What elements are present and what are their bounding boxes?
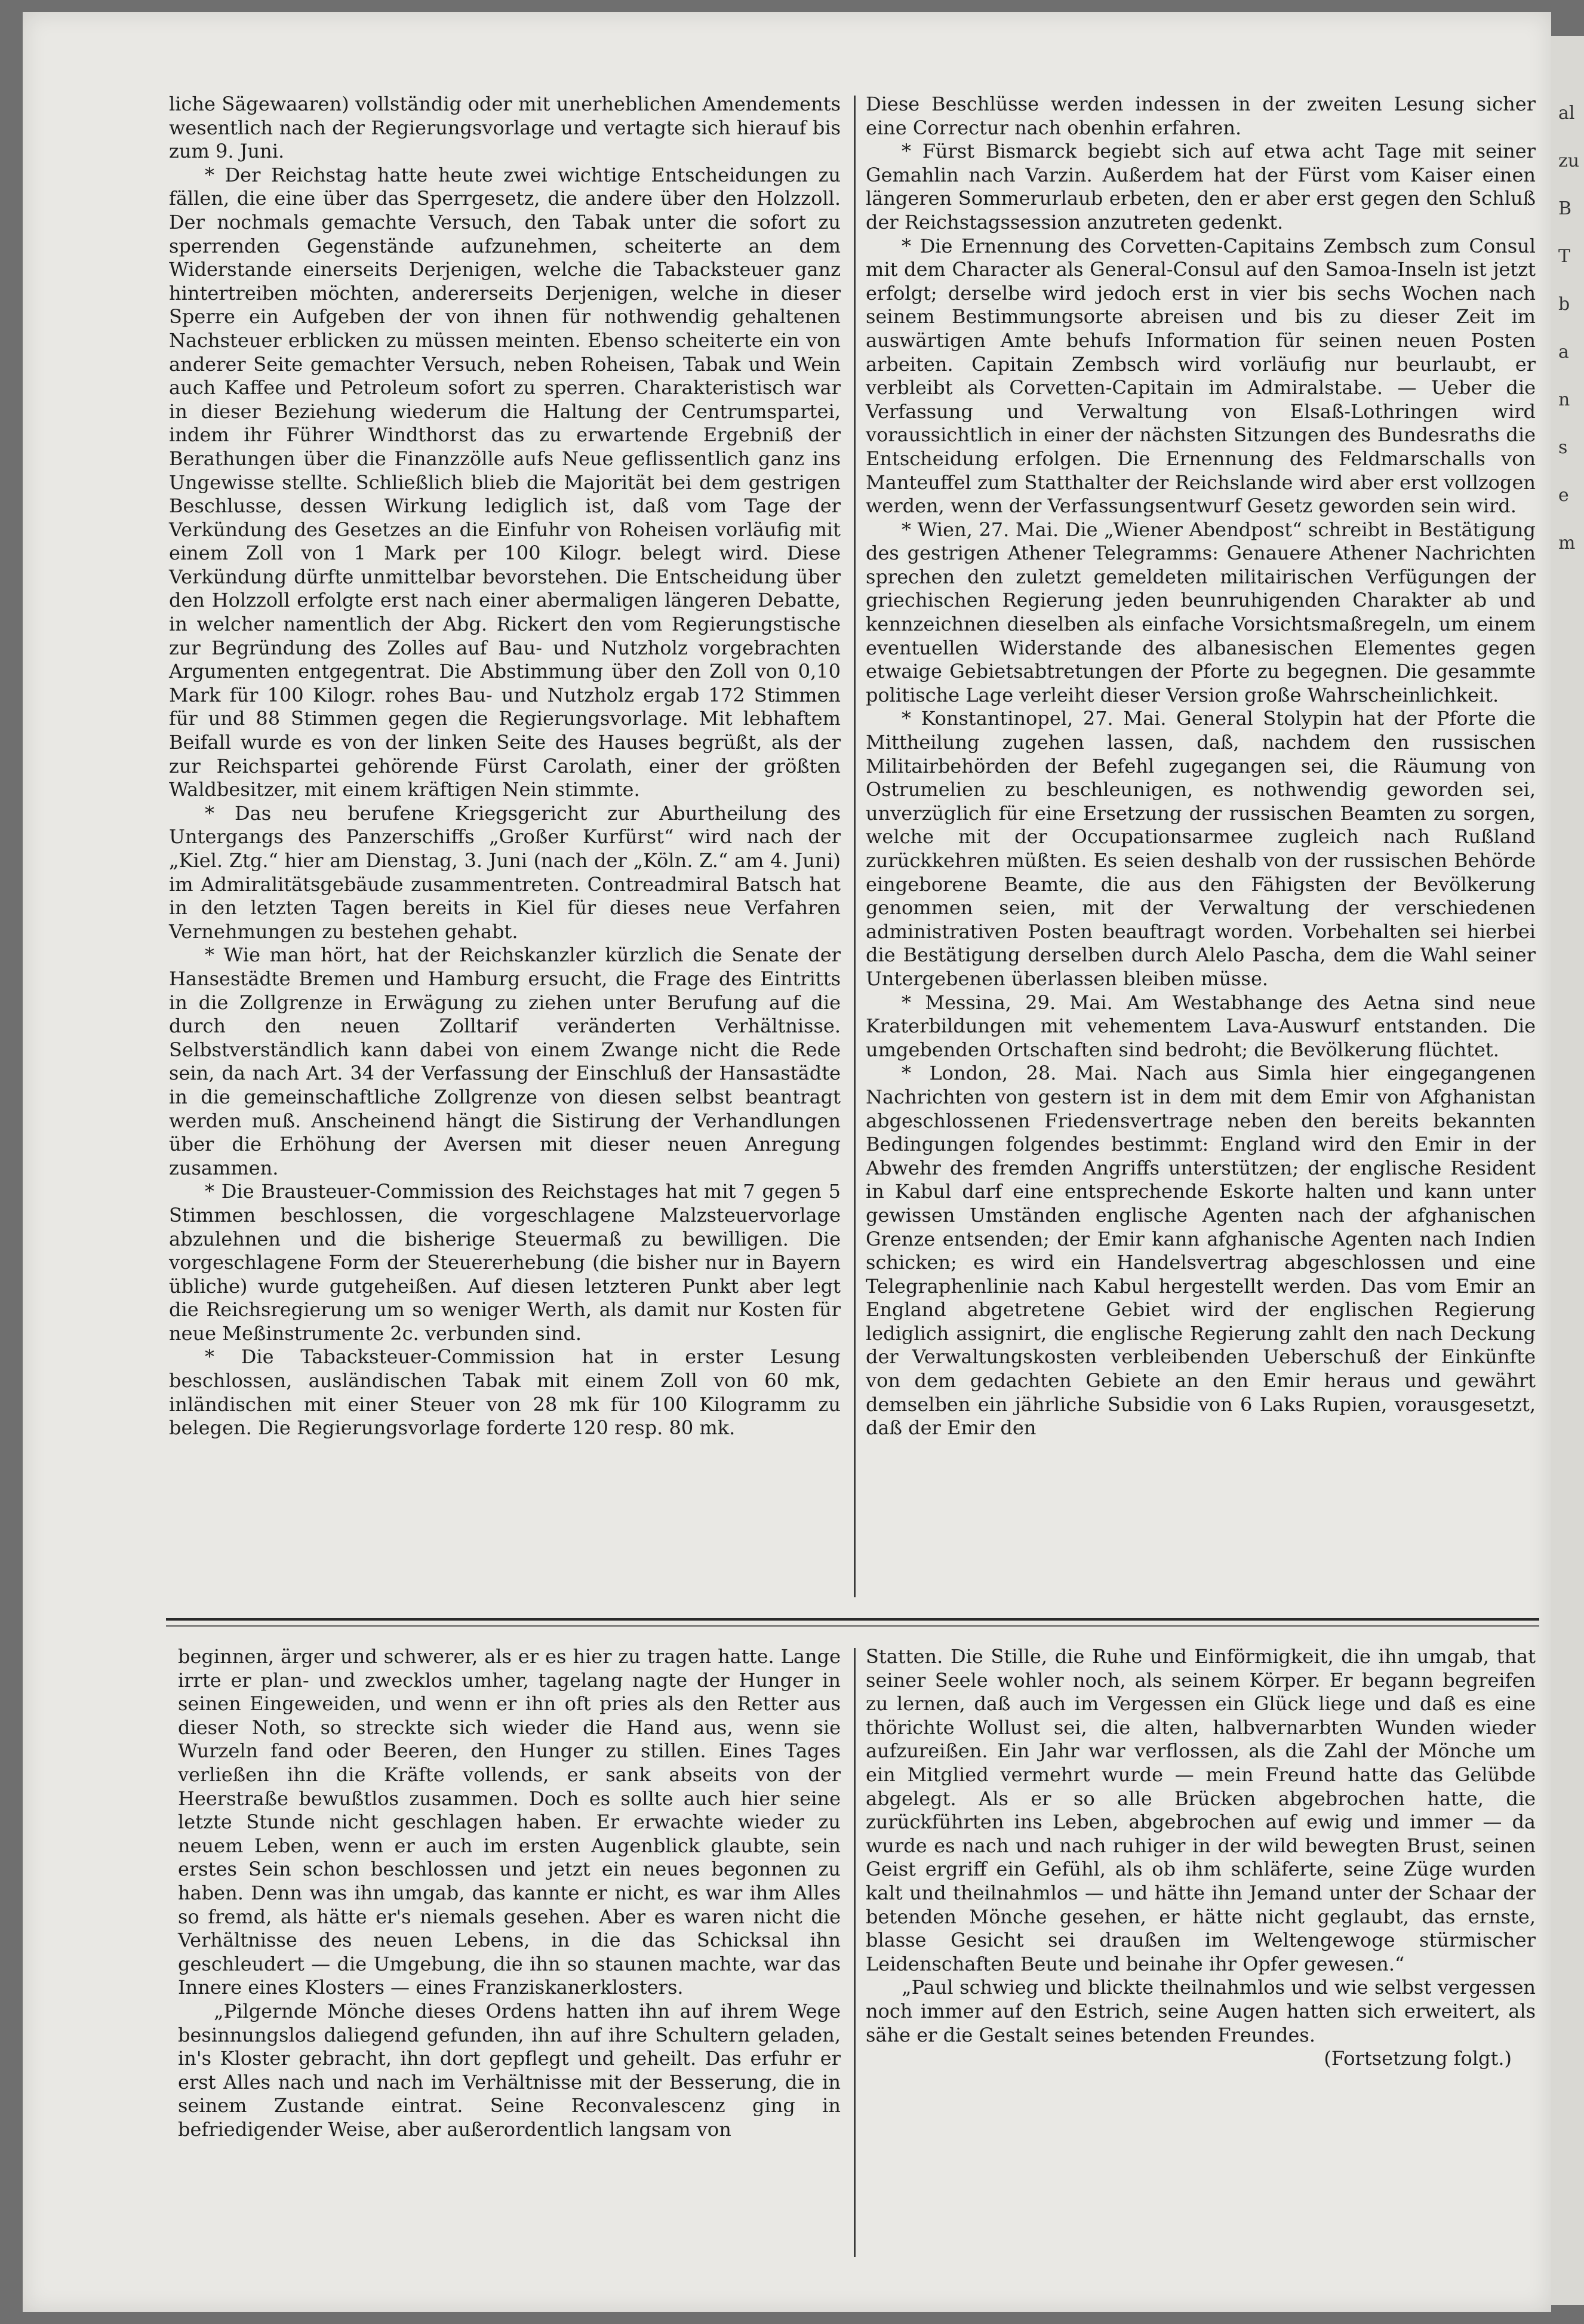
feuilleton-divider-rule — [166, 1618, 1539, 1621]
news-paragraph: * Konstantinopel, 27. Mai. General Stolypin hat der Pforte die Mittheilung zugehen lassen, daß, nachdem den russischen Militairbehörden der Befehl zugegangen sei, die Räumung von Ostrumelien zu beschleunigen, es nothwendig geworden sei, unverzüglich für eine Ersetzung der russischen Beamten zu sorgen, welche mit der Occupationsarmee zugleich nach Rußland zurückkehren müßten. Es seien deshalb von der russischen Behörde eingeborene Beamte, die aus den Fähigsten der Bevölkerung genommen seien, mit der Verwaltung der verschiedenen administrativen Posten beauftragt worden. Vorbehalten sei hierbei die Bestätigung derselben durch Alelo Pascha, dem die Wahl seiner Untergebenen überlassen bleiben müsse. — [866, 707, 1536, 990]
fragment: T — [1558, 246, 1571, 267]
news-paragraph: * Der Reichstag hatte heute zwei wichtige Entscheidungen zu fällen, die eine über das Sperrgesetz, die andere über den Holzzoll. Der nochmals gemachte Versuch, den Tabak unter die sofort zu sperrenden Gegenstände aufzunehmen, scheiterte an dem Widerstande einerseits Derjenigen, welche die Tabacksteuer ganz hintertreiben möchten, andererseits Derjenigen, welche in dieser Sperre ein Aufgeben der von ihnen für nothwendig gehaltenen Nachsteuer erblicken zu müssen meinten. Ebenso scheiterte ein von anderer Seite gemachter Versuch, neben Roheisen, Tabak und Wein auch Kaffee und Petroleum sofort zu sperren. Charakteristisch war in dieser Beziehung wiederum die Haltung der Centrumspartei, indem ihr Führer Windthorst das zu erwartende Ergebniß der Berathungen über die Finanzzölle aufs Neue geflissentlich ganz ins Ungewisse stellte. Schließlich blieb die Majorität bei dem gestrigen Beschlusse, dessen Wirkung lediglich ist, daß vom Tage der Verkündung des Gesetzes an die Einfuhr von Roheisen vorläufig mit einem Zoll von 1 Mark per 100 Kilogr. belegt wird. Diese Verkündung dürfte unmittelbar bevorstehen. Die Entscheidung über den Holzzoll erfolgte erst nach einer abermaligen längeren Debatte, in welcher namentlich der Abg. Rickert den vom Regierungstische zur Begründung des Zolles auf Bau- und Nutzholz vorgebrachten Argumenten entgegentrat. Die Abstimmung über den Zoll von 0,10 Mark für 100 Kilogr. rohes Bau- und Nutzholz ergab 172 Stimmen für und 88 Stimmen gegen die Regierungsvorlage. Mit lebhaftem Beifall wurde es von der linken Seite des Hauses begrüßt, als der zur Reichspartei gehörende Fürst Carolath, einer der größten Waldbesitzer, mit einem kräftigen Nein stimmte. — [169, 163, 841, 801]
feuilleton-paragraph: „Paul schwieg und blickte theilnahmlos und wie selbst vergessen noch immer auf den Estrich, seine Augen hatten sich erweitert, als sähe er die Gestalt seines betenden Freundes. — [866, 1976, 1536, 2046]
fragment: n — [1558, 389, 1570, 410]
news-paragraph: * Die Tabacksteuer-Commission hat in erster Lesung beschlossen, ausländischen Tabak mit einem Zoll von 60 mk, inländischen mit einer Steuer von 28 mk für 100 Kilogramm zu belegen. Die Regierungsvorlage forderte 120 resp. 80 mk. — [169, 1345, 841, 1440]
fragment: s — [1558, 437, 1568, 458]
news-paragraph: liche Sägewaaren) vollständig oder mit unerheblichen Amendements wesentlich nach der Regierungsvorlage und vertagte sich hierauf bis zum 9. Juni. — [169, 93, 841, 163]
feuilleton-column-right — [866, 1645, 1536, 2071]
adjacent-page-text-fragments — [1558, 90, 1582, 567]
news-paragraph: * Fürst Bismarck begiebt sich auf etwa acht Tage mit seiner Gemahlin nach Varzin. Außerdem hat der Fürst vom Kaiser einen längeren Sommerurlaub erbeten, den er aber erst gegen den Schluß der Reichstagssession anzutreten gedenkt. — [866, 140, 1536, 233]
news-paragraph: * London, 28. Mai. Nach aus Simla hier eingegangenen Nachrichten von gestern ist in dem mit dem Emir von Afghanistan abgeschlossenen Friedensvertrage neben den bereits bekannten Bedingungen folgendes bestimmt: England wird den Emir in der Abwehr des fremden Angriffs unterstützen; der englische Resident in Kabul darf eine entsprechende Eskorte halten und kann unter gewissen Umständen englische Agenten nach der afghanischen Grenze entsenden; der Emir kann afghanische Agenten nach Indien schicken; es wird ein Handelsvertrag abgeschlossen und eine Telegraphenlinie nach Kabul hergestellt werden. Das vom Emir an England abgetretene Gebiet wird der englischen Regierung lediglich assignirt, die englische Regierung zahlt den nach Deckung der Verwaltungskosten verbleibenden Ueberschuß der Einkünfte von dem gedachten Gebiete an den Emir heraus und gewährt demselben ein jährliche Subsidie von 6 Laks Rupien, vorausgesetzt, daß der Emir den — [866, 1062, 1536, 1440]
news-paragraph: * Wie man hört, hat der Reichskanzler kürzlich die Senate der Hansestädte Bremen und Hamburg ersucht, die Frage des Eintritts in die Zollgrenze in Erwägung zu ziehen unter Berufung auf die durch den neuen Zolltarif veränderten Verhältnisse. Selbstverständlich kann dabei von einem Zwange nicht die Rede sein, da nach Art. 34 der Verfassung der Einschluß der Hansastädte in die gemeinschaftliche Zollgrenze von diesen selbst beantragt werden muß. Anscheinend hängt die Sistirung der Verhandlungen über die Erhöhung der Aversen mit dieser neuen Anregung zusammen. — [169, 943, 841, 1179]
fragment: a — [1558, 342, 1569, 362]
fragment: e — [1558, 485, 1569, 506]
feuilleton-paragraph: beginnen, ärger und schwerer, als er es hier zu tragen hatte. Lange irrte er plan- und zwecklos umher, tagelang nagte der Hunger in seinen Eingeweiden, und wenn er ihn oft pries als den Retter aus dieser Noth, so streckte sich wieder die Hand aus, wenn sie Wurzeln fand oder Beeren, den Hunger zu stillen. Eines Tages verließen ihn die Kräfte vollends, er sank abseits von der Heerstraße bewußtlos zusammen. Doch es sollte auch hier seine letzte Stunde nicht geschlagen haben. Er erwachte wieder zu neuem Leben, wenn er auch im ersten Augenblick glaubte, sein erstes Sein schon beschlossen und jetzt ein neues begonnen zu haben. Denn was ihn umgab, das kannte er nicht, es war ihm Alles so fremd, als hätte er's niemals gesehen. Aber es waren nicht die Verhältnisse des neuen Lebens, in die das Schicksal ihn geschleudert — die Umgebung, die ihn so staunen machte, war das Innere eines Klosters — eines Franziskanerklosters. — [178, 1645, 841, 1999]
column-rule-top — [854, 96, 856, 1597]
continuation-note: (Fortsetzung folgt.) — [1324, 2047, 1512, 2070]
news-paragraph: * Wien, 27. Mai. Die „Wiener Abendpost“ schreibt in Bestätigung des gestrigen Athener Telegramms: Genauere Athener Nachrichten sprechen den zuletzt gemeldeten militairischen Verfügungen der griechischen Regierung jeden beunruhigenden Charakter ab und kennzeichnen dieselben als einfache Vorsichtsmaßregeln, um einem eventuellen Widerstande des albanesischen Elementes gegen etwaige Gebietsabtretungen der Pforte zu begegnen. Die gesammte politische Lage verleiht dieser Version große Wahrscheinlichkeit. — [866, 518, 1536, 706]
news-column-right — [866, 93, 1536, 1440]
news-paragraph: * Messina, 29. Mai. Am Westabhange des Aetna sind neue Kraterbildungen mit vehementem Lava-Auswurf entstanden. Die umgebenden Ortschaften sind bedroht; die Bevölkerung flüchtet. — [866, 991, 1536, 1061]
feuilleton-column-left — [178, 1645, 841, 2141]
news-paragraph: * Die Ernennung des Corvetten-Capitains Zembsch zum Consul mit dem Character als General-Consul auf den Samoa-Inseln ist jetzt erfolgt; derselbe wird jedoch erst in vier bis sechs Wochen nach seinem Bestimmungsorte abreisen und bis zu dieser Zeit im auswärtigen Amte behufs Information für seinen neuen Posten arbeiten. Capitain Zembsch wird vorläufig nur beurlaubt, er verbleibt als Corvetten-Capitain im Admiralstabe. — Ueber die Verfassung und Verwaltung von Elsaß-Lothringen wird voraussichtlich in einer der nächsten Sitzungen des Bundesraths die Entscheidung erfolgen. Die Ernennung des Feldmarschalls von Manteuffel zum Statthalter der Reichslande wird aber erst vollzogen werden, wenn der Verfassungsentwurf Gesetz geworden sein wird. — [866, 234, 1536, 518]
news-paragraph: Diese Beschlüsse werden indessen in der zweiten Lesung sicher eine Correctur nach obenhin erfahren. — [866, 93, 1536, 139]
news-paragraph: * Die Brausteuer-Commission des Reichstages hat mit 7 gegen 5 Stimmen beschlossen, die vorgeschlagene Malzsteuervorlage abzulehnen und die bisherige Steuermaß zu bewilligen. Die vorgeschlagene Form der Steuererhebung (die bisher nur in Bayern übliche) wurde gutgeheißen. Auf diesen letzteren Punkt aber legt die Reichsregierung um so weniger Werth, als damit nur Kosten für neue Meßinstrumente 2c. verbunden sind. — [169, 1180, 841, 1345]
newspaper-page — [23, 12, 1551, 2312]
fragment: al — [1558, 103, 1575, 124]
news-paragraph: * Das neu berufene Kriegsgericht zur Aburtheilung des Untergangs des Panzerschiffs „Großer Kurfürst“ wird nach der „Kiel. Ztg.“ hier am Dienstag, 3. Juni (nach der „Köln. Z.“ am 4. Juni) im Admiralitätsgebäude zusammentreten. Contreadmiral Batsch hat in den letzten Tagen bereits in Kiel für dieses neue Verfahren Vernehmungen zu bestehen gehabt. — [169, 801, 841, 943]
fragment: zu — [1558, 150, 1580, 171]
fragment: B — [1558, 198, 1572, 219]
feuilleton-paragraph: „Pilgernde Mönche dieses Ordens hatten ihn auf ihrem Wege besinnungslos daliegend gefunden, ihn auf ihre Schultern geladen, in's Kloster gebracht, ihn dort gepflegt und geheilt. Das erfuhr er erst Alles nach und nach im Verhältnisse mit der Besserung, die in seinem Zustande eintrat. Seine Reconvalescenz ging in befriedigender Weise, aber außerordentlich langsam von — [178, 1999, 841, 2141]
fragment: b — [1558, 294, 1570, 315]
fragment: m — [1558, 533, 1576, 554]
news-column-left — [169, 93, 841, 1440]
feuilleton-divider-rule-thin — [166, 1625, 1539, 1627]
column-rule-bottom — [854, 1648, 856, 2257]
feuilleton-paragraph: Statten. Die Stille, die Ruhe und Einförmigkeit, die ihn umgab, that seiner Seele wohler noch, als seinem Körper. Er begann begreifen zu lernen, daß auch im Vergessen ein Glück liege und daß es eine thörichte Wollust sei, die alten, halbvernarbten Wunden wieder aufzureißen. Ein Jahr war verflossen, als die Zahl der Mönche um ein Mitglied vermehrt wurde — mein Freund hatte das Gelübde abgelegt. Als er so alle Brücken abgebrochen hatte, die zurückführten ins Leben, abgebrochen auf ewig und immer — da wurde es nach und nach ruhiger in der wild bewegten Brust, seinen Geist ergriff ein Gefühl, als ob ihm schläferte, seine Züge wurden kalt und theilnahmlos — und hätte ihn Jemand unter der Schaar der betenden Mönche gesehen, er hätte nicht geglaubt, das ernste, blasse Gesicht sei draußen im Weltengewoge stürmischer Leidenschaften Beute und beinahe ihr Opfer gewesen.“ — [866, 1645, 1536, 1975]
